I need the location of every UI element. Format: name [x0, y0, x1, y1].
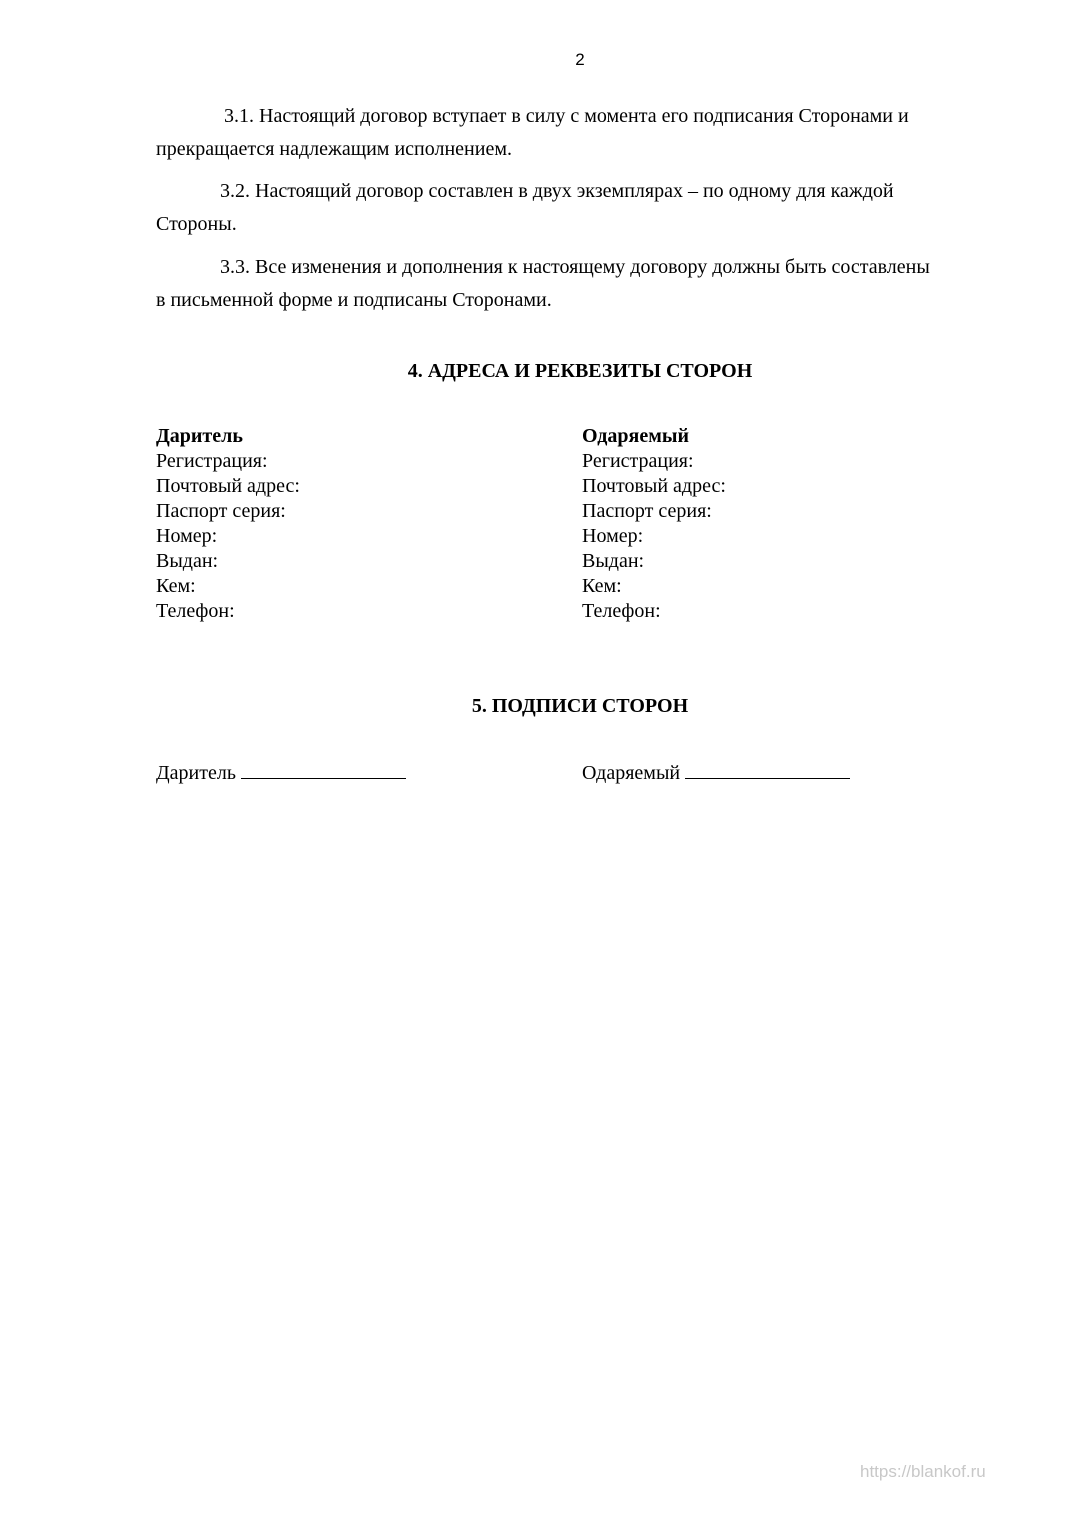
party-donor-name: Даритель — [156, 425, 243, 447]
clause-3-1-line2: прекращается надлежащим исполнением. — [156, 138, 512, 160]
clause-3-3-line1: 3.3. Все изменения и дополнения к настоящему договору должны быть составлены — [220, 256, 930, 278]
donee-registration-field: Регистрация: — [582, 450, 694, 472]
donor-issued-field: Выдан: — [156, 550, 219, 572]
clause-3-3 — [156, 251, 1006, 317]
page-number: 2 — [575, 50, 585, 69]
clause-3-1 — [156, 100, 1006, 166]
donor-signature-line — [241, 760, 406, 779]
donee-postal-address-field: Почтовый адрес: — [582, 475, 726, 497]
party-donee-details — [582, 424, 726, 624]
donee-issued-field: Выдан: — [582, 550, 645, 572]
donee-issued-by-field: Кем: — [582, 575, 622, 597]
donee-passport-series-field: Паспорт серия: — [582, 500, 712, 522]
donor-registration-field: Регистрация: — [156, 450, 268, 472]
donor-postal-address-field: Почтовый адрес: — [156, 475, 300, 497]
donor-passport-series-field: Паспорт серия: — [156, 500, 286, 522]
party-donee-name: Одаряемый — [582, 425, 689, 447]
watermark-url: https://blankof.ru — [860, 1462, 986, 1481]
clause-3-2-line1: 3.2. Настоящий договор составлен в двух экземплярах – по одному для каждой — [220, 180, 894, 202]
clause-3-2-line2: Стороны. — [156, 213, 237, 235]
donor-issued-by-field: Кем: — [156, 575, 196, 597]
donee-signature — [582, 760, 850, 786]
section-5-title: 5. ПОДПИСИ СТОРОН — [471, 695, 689, 717]
clause-3-2 — [156, 175, 1006, 241]
donee-number-field: Номер: — [582, 525, 644, 547]
donee-signature-line — [685, 760, 850, 779]
donor-phone-field: Телефон: — [156, 600, 235, 622]
donor-signature-label: Даритель — [156, 762, 236, 784]
donor-number-field: Номер: — [156, 525, 218, 547]
section-4-title: 4. АДРЕСА И РЕКВЕЗИТЫ СТОРОН — [407, 360, 753, 382]
clause-3-3-line2: в письменной форме и подписаны Сторонами. — [156, 289, 552, 311]
donor-signature — [156, 760, 406, 786]
donee-phone-field: Телефон: — [582, 600, 661, 622]
clause-3-1-line1: 3.1. Настоящий договор вступает в силу с момента его подписания Сторонами и — [224, 105, 909, 127]
party-donor-details — [156, 424, 300, 624]
donee-signature-label: Одаряемый — [582, 762, 681, 784]
